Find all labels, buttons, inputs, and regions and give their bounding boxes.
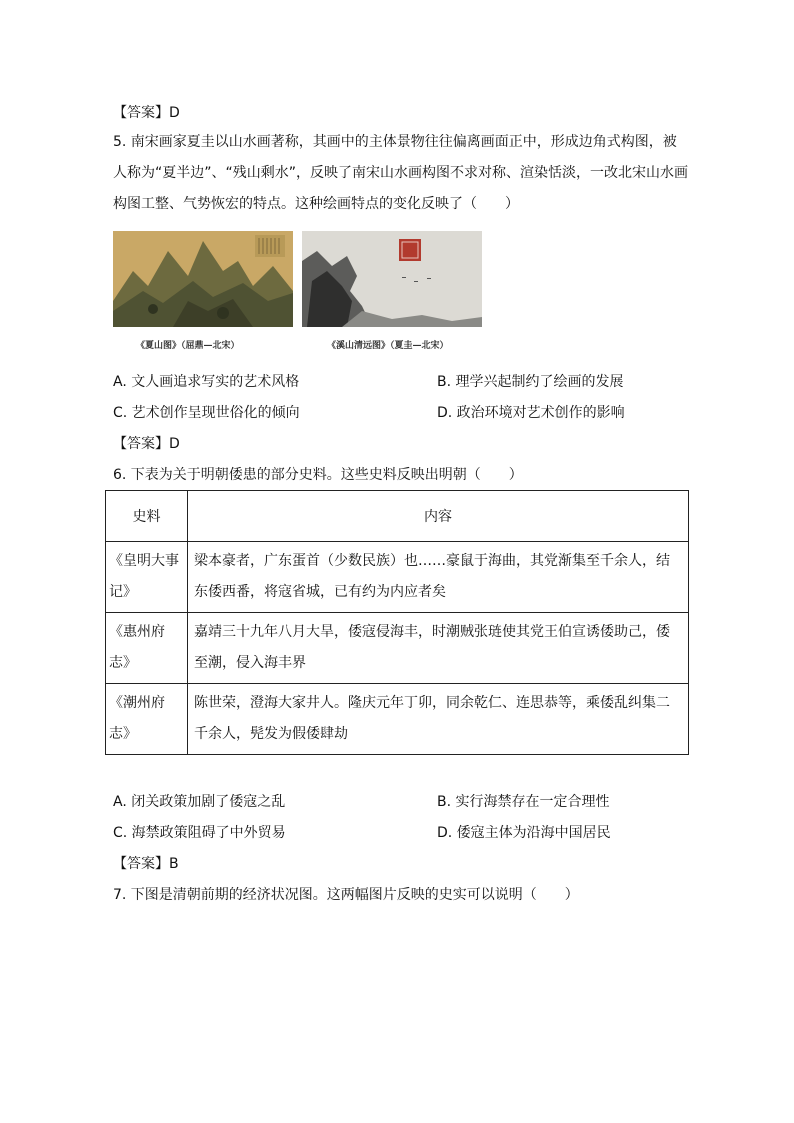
answer-label-q4: 【答案】D bbox=[113, 105, 180, 121]
table-header-row bbox=[106, 491, 689, 542]
table-header-content: 内容 bbox=[188, 491, 689, 542]
q6-option-a[interactable]: A. 闭关政策加剧了倭寇之乱 bbox=[113, 794, 286, 810]
table-cell-content: 陈世荣，澄海大家井人。隆庆元年丁卯，同余乾仁、连思恭等，乘倭乱纠集二千余人，髡发为假倭肆劫 bbox=[188, 684, 689, 755]
table-header-source: 史料 bbox=[106, 491, 188, 542]
table-row bbox=[106, 613, 689, 684]
q6-option-c[interactable]: C. 海禁政策阻碍了中外贸易 bbox=[113, 825, 286, 841]
table-row bbox=[106, 684, 689, 755]
painting-summer-mountains-caption: 《夏山图》（屈鼎—北宋） bbox=[136, 341, 240, 351]
painting-summer-mountains bbox=[113, 231, 293, 327]
painting-streams-hills bbox=[302, 231, 482, 327]
q6-option-b[interactable]: B. 实行海禁存在一定合理性 bbox=[437, 794, 610, 810]
painting-streams-hills-caption: 《溪山清远图》（夏圭—北宋） bbox=[327, 341, 449, 351]
q5-option-b[interactable]: B. 理学兴起制约了绘画的发展 bbox=[437, 374, 624, 390]
answer-label-q5: 【答案】D bbox=[113, 436, 180, 452]
table-cell-content: 嘉靖三十九年八月大旱，倭寇侵海丰，时潮贼张琏使其党王伯宣诱倭助己，倭至潮，侵入海丰界 bbox=[188, 613, 689, 684]
table-cell-source: 《潮州府志》 bbox=[106, 684, 188, 755]
question-5-stem: 5. 南宋画家夏圭以山水画著称，其画中的主体景物往往偏离画面正中，形成边角式构图，被人称为“夏半边”、“残山剩水”，反映了南宋山水画构图不求对称、渲染恬淡，一改北宋山水画构图工整、气势恢宏的特点。这种绘画特点的变化反映了（ ） bbox=[113, 134, 689, 212]
q5-option-a[interactable]: A. 文人画追求写实的艺术风格 bbox=[113, 374, 300, 390]
table-cell-source: 《惠州府志》 bbox=[106, 613, 188, 684]
painting-streams-hills-image bbox=[302, 231, 482, 327]
q5-option-c[interactable]: C. 艺术创作呈现世俗化的倾向 bbox=[113, 405, 300, 421]
question-7-stem: 7. 下图是清朝前期的经济状况图。这两幅图片反映的史实可以说明（ ） bbox=[113, 887, 579, 903]
table-row bbox=[106, 542, 689, 613]
q6-option-d[interactable]: D. 倭寇主体为沿海中国居民 bbox=[437, 825, 611, 841]
question-6-stem: 6. 下表为关于明朝倭患的部分史料。这些史料反映出明朝（ ） bbox=[113, 467, 523, 483]
painting-summer-mountains-image bbox=[113, 231, 293, 327]
q5-option-d[interactable]: D. 政治环境对艺术创作的影响 bbox=[437, 405, 625, 421]
table-cell-source: 《皇明大事记》 bbox=[106, 542, 188, 613]
historical-sources-table bbox=[105, 490, 689, 755]
table-cell-content: 梁本豪者，广东蛋首（少数民族）也……豪鼠于海曲，其党渐集至千余人，结东倭西番，将寇省城，已有约为内应者矣 bbox=[188, 542, 689, 613]
answer-label-q6: 【答案】B bbox=[113, 856, 179, 872]
